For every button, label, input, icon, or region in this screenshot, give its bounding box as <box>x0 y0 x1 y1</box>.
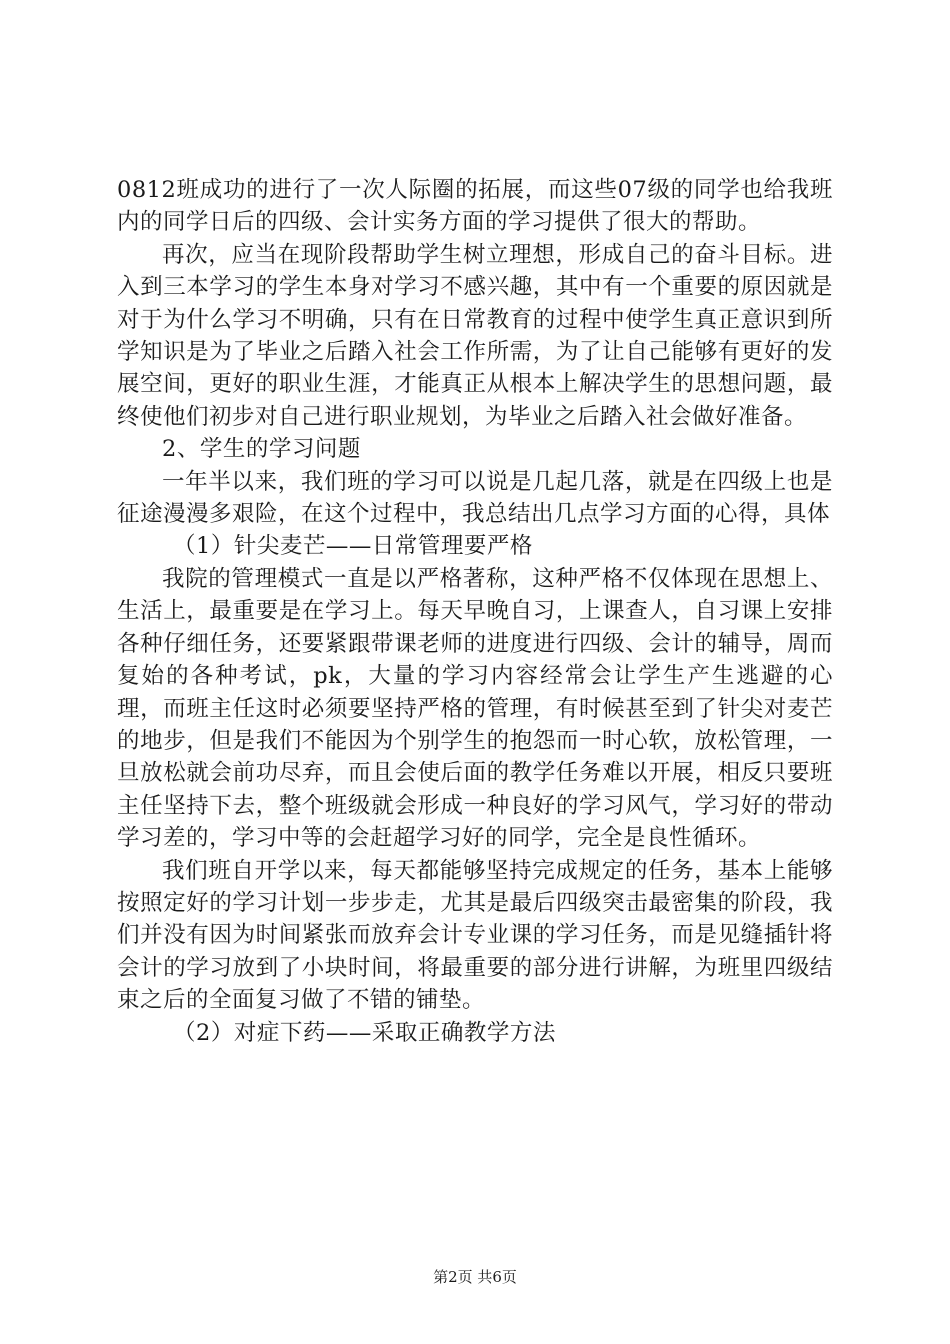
subheading-teaching-methods: （2）对症下药——采取正确教学方法 <box>173 1019 556 1046</box>
subheading-strict-management: （1）针尖麦芒——日常管理要严格 <box>173 533 533 560</box>
document-body <box>117 174 833 1049</box>
paragraph-management-model: 我院的管理模式一直是以严格著称，这种严格不仅体现在思想上、生活上，最重要是在学习上。每天早晚自习，上课查人，自习课上安排各种仔细任务，还要紧跟带课老师的进度进行四级、会计的辅导，周而复始的各种考试，pk，大量的学习内容经常会让学生产生逃避的心理，而班主任这时必须要坚持严格的管理，有时候甚至到了针尖对麦芒的地步，但是我们不能因为个别学生的抱怨而一时心软，放松管理，一旦放松就会前功尽弃，而且会使后面的教学任务难以开展，相反只要班主任坚持下去，整个班级就会形成一种良好的学习风气，学习好的带动学习差的，学习中等的会赶超学习好的同学，完全是良性循环。 <box>117 565 833 852</box>
paragraph-class-progress: 我们班自开学以来，每天都能够坚持完成规定的任务，基本上能够按照定好的学习计划一步步走，尤其是最后四级突击最密集的阶段，我们并没有因为时间紧张而放弃会计专业课的学习任务，而是见缝插针将会计的学习放到了小块时间，将最重要的部分进行讲解，为班里四级结束之后的全面复习做了不错的铺垫。 <box>117 857 833 1014</box>
section-heading-study-problems: 2、学生的学习问题 <box>162 436 361 463</box>
page-number-footer: 第2页 共6页 <box>433 1268 517 1286</box>
paragraph-continuation: 0812班成功的进行了一次人际圈的拓展，而这些07级的同学也给我班内的同学日后的四级、会计实务方面的学习提供了很大的帮助。 <box>117 177 833 236</box>
paragraph-study-summary: 一年半以来，我们班的学习可以说是几起几落，就是在四级上也是征途漫漫多艰险，在这个过程中，我总结出几点学习方面的心得，具体 <box>117 468 833 528</box>
paragraph-ideals: 再次，应当在现阶段帮助学生树立理想，形成自己的奋斗目标。进入到三本学习的学生本身对学习不感兴趣，其中有一个重要的原因就是对于为什么学习不明确，只有在日常教育的过程中使学生真正意识到所学知识是为了毕业之后踏入社会工作所需，为了让自己能够有更好的发展空间，更好的职业生涯，才能真正从根本上解决学生的思想问题，最终使他们初步对自己进行职业规划，为毕业之后踏入社会做好准备。 <box>117 241 833 430</box>
